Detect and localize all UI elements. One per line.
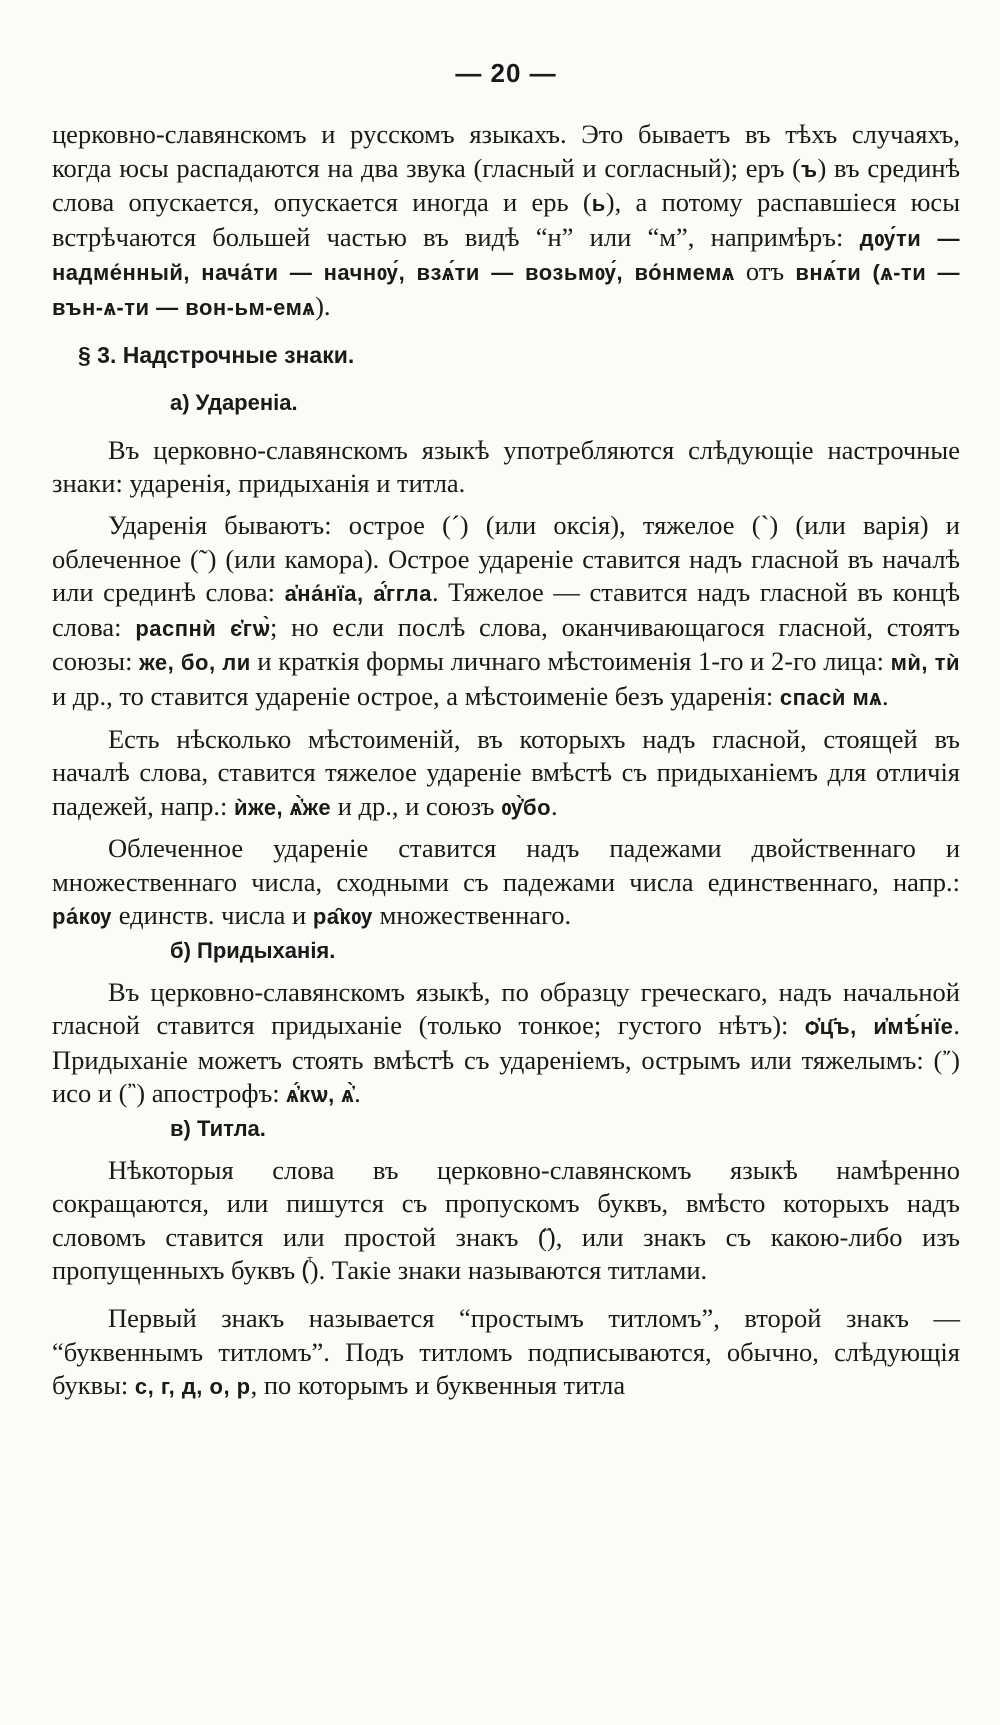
text-run: .: [882, 680, 889, 711]
church-slavonic-example: ра́кѹ: [52, 904, 113, 930]
text-run: . Тяжелое — ставится надъ гласной въ концѣ слова:: [52, 577, 960, 642]
church-slavonic-example: мѝ, тѝ: [890, 650, 960, 676]
text-run: ), а потому распавшіеся юсы встрѣчаются большей частью въ видѣ “н” или “м”, напримѣръ:: [52, 187, 960, 252]
text-run: ) въ срединѣ слова опускается, опускается иногда и ерь (: [52, 152, 960, 218]
text-run: Облеченное удареніе ставится надъ падежами двойственнаго и множественнаго числа, сходными съ падежами числа единственнаго, напр.:: [52, 833, 960, 897]
text-run: ).: [315, 290, 331, 321]
text-run: Ударенія бываютъ: острое (´) (или оксія), тяжелое (`) (или варія) и облеченное (˜) (или камора). Острое удареніе ставится надъ гласной въ началѣ или срединѣ слова:: [52, 509, 960, 608]
text-run: , по которымъ и буквенныя титла: [250, 1370, 626, 1401]
text-run: . Придыханіе можетъ стоять вмѣстѣ съ удареніемъ, острымъ или тяжелымъ: (῎) исо и (῍) апострофъ:: [52, 1010, 960, 1109]
paragraph-6: [52, 976, 960, 1112]
text-run: единств. числа и: [112, 900, 313, 931]
church-slavonic-example: ра̑кѹ: [312, 904, 373, 930]
text-run: Первый знакъ называется “простымъ титломъ”, второй знакъ — “буквеннымъ титломъ”. Подъ титломъ подписываются, обычно, слѣдующія буквы:: [52, 1303, 960, 1401]
subsection-heading-titla: в) Титла.: [170, 1116, 266, 1142]
church-slavonic-example: а҆на́нїа, а҆́ггла: [284, 581, 432, 607]
paragraph-7: Нѣкоторыя слова въ церковно-славянскомъ языкѣ намѣренно сокращаются, или пишутся съ пропускомъ буквъ, вмѣсто которыхъ надъ словомъ ставится или простой знакъ (҃), или знакъ съ какою-либо изъ пропущенныхъ буквъ (ⷮ). Такіе знаки называются титлами.: [52, 1154, 960, 1286]
church-slavonic-example: ѻ҆ц҃ъ, и҆мѣ́нїе: [805, 1014, 954, 1040]
church-slavonic-example: ѧ҆́кѡ, ѧ҆̀: [286, 1082, 355, 1108]
text-run: церковно-славянскомъ и русскомъ языкахъ. Это бываетъ въ тѣхъ случаяхъ, когда юсы распадаются на два звука (гласный и согласный); еръ (: [52, 119, 960, 183]
church-slavonic-example: распнѝ є҆гѡ̀: [135, 615, 271, 641]
church-slavonic-example: с, г, д, о, р: [134, 1374, 251, 1400]
paragraph-1: [52, 118, 960, 325]
subsection-heading-breathings: б) Придыханія.: [170, 938, 336, 964]
text-run: Есть нѣсколько мѣстоименій, въ которыхъ надъ гласной, стоящей въ началѣ слова, ставится тяжелое удареніе вмѣстѣ съ придыханіемъ для отличія падежей, напр.:: [52, 723, 960, 821]
paragraph-8: [52, 1302, 960, 1404]
text-run: и др., и союзъ: [331, 790, 502, 821]
paragraph-4: [52, 723, 960, 825]
church-slavonic-example: дѹ́ти — надме́нный, нача́ти — начнѹ́, взѧ́ти — возьмѹ́, во́нмемѧ: [52, 225, 960, 286]
church-slavonic-example: ѹ҆̀бо: [501, 794, 552, 820]
text-run: и др., то ставится удареніе острое, а мѣстоименіе безъ ударенія:: [52, 680, 780, 711]
text-run: ; но если послѣ слова, оканчивающагося гласной, стоятъ союзы:: [52, 611, 960, 677]
page-body: [52, 118, 960, 1404]
section-heading: § 3. Надстрочные знаки.: [78, 341, 355, 368]
church-slavonic-example: внѧ́ти (ѧ-ти — вън-ѧ-ти — вон-ьм-емѧ: [52, 260, 960, 320]
church-slavonic-example: ъ: [800, 156, 818, 182]
book-page: [52, 0, 960, 1725]
text-run: множественнаго.: [372, 900, 572, 931]
church-slavonic-example: же, бо, ли: [139, 650, 251, 676]
text-run: .: [354, 1078, 361, 1109]
subsection-heading-accents: а) Удареніа.: [170, 390, 298, 416]
text-run: и краткія формы личнаго мѣстоименія 1-го и 2-го лица:: [250, 646, 891, 677]
church-slavonic-example: ь: [591, 191, 606, 217]
text-run: Въ церковно-славянскомъ языкѣ, по образцу греческаго, надъ начальной гласной ставится придыханіе (только тонкое; густого нѣтъ):: [52, 976, 960, 1041]
church-slavonic-example: спасѝ мѧ: [779, 684, 882, 710]
text-run: отъ: [734, 256, 796, 287]
page-number: — 20 —: [455, 58, 557, 88]
text-run: .: [551, 790, 558, 821]
paragraph-5: [52, 832, 960, 934]
paragraph-3: [52, 509, 960, 715]
church-slavonic-example: ѝже, ѧ҆̀же: [233, 794, 332, 820]
paragraph-2: Въ церковно-славянскомъ языкѣ употребляются слѣдующіе настрочные знаки: ударенія, придыханія и титла.: [52, 434, 960, 499]
